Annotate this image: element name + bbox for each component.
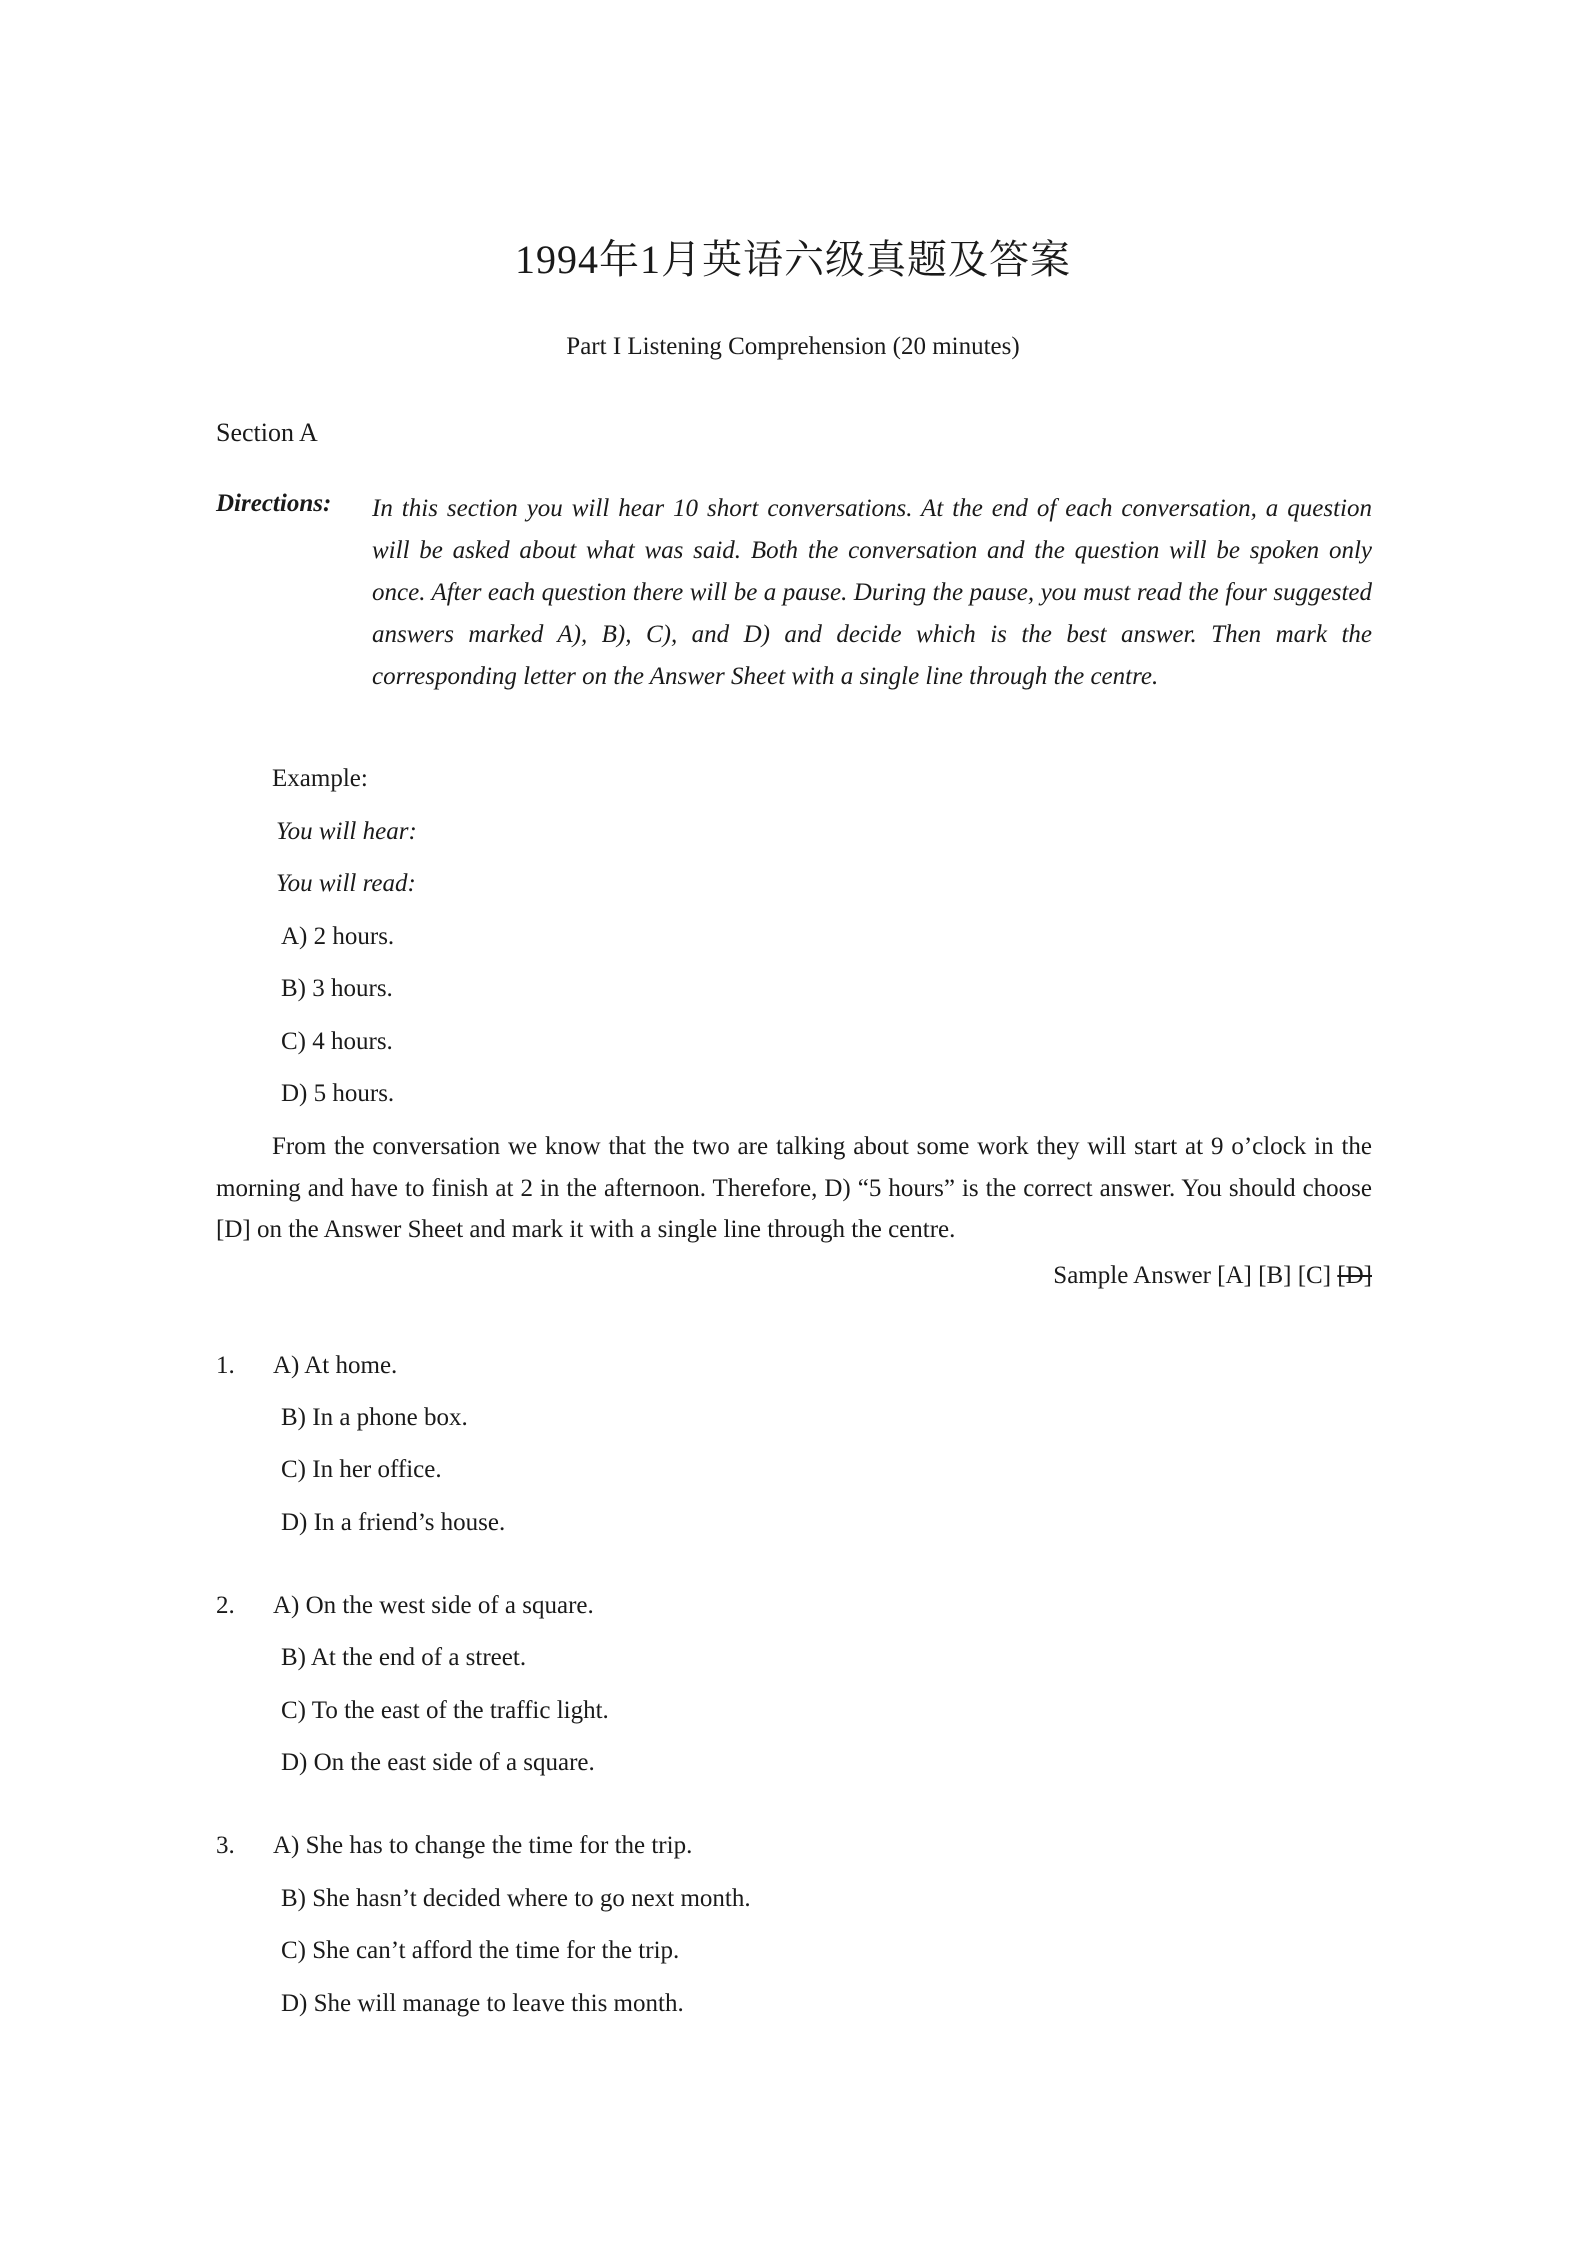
question-option: C) In her office. bbox=[281, 1456, 442, 1483]
sample-answer-marked: [D] bbox=[1337, 1262, 1372, 1289]
example-option: D) 5 hours. bbox=[281, 1080, 395, 1107]
question-option: A) She has to change the time for the trip. bbox=[273, 1832, 693, 1859]
question-option: D) She will manage to leave this month. bbox=[281, 1990, 684, 2017]
example-option: A) 2 hours. bbox=[281, 923, 395, 950]
sample-answer bbox=[1053, 1262, 1372, 1290]
section-heading: Section A bbox=[216, 418, 318, 447]
example-explanation: From the conversation we know that the two are talking about some work they will start at 9 o’clock in the morning and have to finish at 2 in the afternoon. Therefore, D) “5 hours” is the correct answer. You should choose [D] on the Answer Sheet and mark it with a single line through the centre. bbox=[216, 1133, 1372, 1243]
sample-answer-prefix: Sample Answer [A] [B] [C] bbox=[1053, 1262, 1338, 1289]
question-number: 1. bbox=[216, 1352, 235, 1379]
question-option: A) At home. bbox=[273, 1352, 398, 1379]
question-number: 2. bbox=[216, 1592, 235, 1619]
question-option: B) At the end of a street. bbox=[281, 1644, 527, 1671]
you-will-hear-label: You will hear: bbox=[276, 818, 417, 845]
question-option: B) In a phone box. bbox=[281, 1404, 468, 1431]
question-option: C) She can’t afford the time for the trip. bbox=[281, 1937, 680, 1964]
question-option: D) On the east side of a square. bbox=[281, 1749, 595, 1776]
question-option: B) She hasn’t decided where to go next month. bbox=[281, 1885, 751, 1912]
you-will-read-label: You will read: bbox=[276, 870, 416, 897]
part-heading: Part I Listening Comprehension (20 minutes) bbox=[566, 333, 1020, 360]
question-number: 3. bbox=[216, 1832, 235, 1859]
question-option: C) To the east of the traffic light. bbox=[281, 1697, 609, 1724]
example-option: B) 3 hours. bbox=[281, 975, 393, 1002]
question-option: D) In a friend’s house. bbox=[281, 1509, 506, 1536]
directions-text: In this section you will hear 10 short conversations. At the end of each conversation, a question will be asked about what was said. Both the conversation and the question will be spoken only once. After each question there will be a pause. During the pause, you must read the four suggested answers marked A), B), C), and D) and decide which is the best answer. Then mark the corresponding letter on the Answer Sheet with a single line through the centre. bbox=[372, 495, 1372, 690]
example-option: C) 4 hours. bbox=[281, 1028, 393, 1055]
directions-label: Directions: bbox=[216, 490, 332, 517]
document-title: 1994年1月英语六级真题及答案 bbox=[515, 237, 1071, 282]
example-label: Example: bbox=[272, 765, 368, 792]
question-option: A) On the west side of a square. bbox=[273, 1592, 594, 1619]
